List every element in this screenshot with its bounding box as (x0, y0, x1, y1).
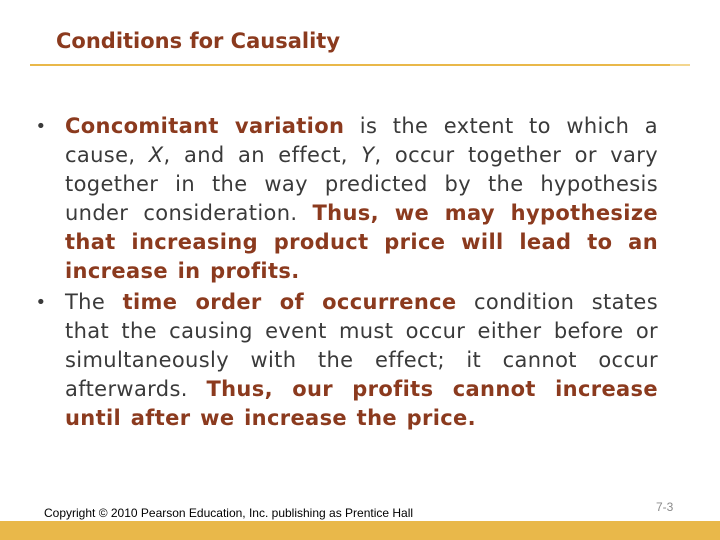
example-text: Thus, our profits cannot increase until after we increase the price. (65, 377, 659, 430)
variable-y: Y (361, 143, 375, 167)
bullet-dot-icon: • (35, 116, 47, 137)
bullet-dot-icon: • (35, 292, 47, 313)
bullet-text: , occur together or vary together in the way predicted by the hypothesis under consideration. (65, 143, 658, 225)
variable-x: X (148, 143, 164, 167)
bullet-text: condition states that the causing event must occur either before or simultaneously with the effect; it cannot occur afterwards. (65, 290, 658, 401)
term-time-order: time order of occurrence (122, 290, 457, 314)
bullet-item (33, 288, 658, 433)
title-underline (30, 64, 670, 66)
bullet-text: The (65, 290, 123, 314)
example-text: Thus, we may hypothesize that increasing product price will lead to an increase in profits. (65, 201, 658, 283)
title-underline-tail (670, 64, 690, 66)
bullet-text: is the extent to which a cause, (65, 114, 658, 167)
term-concomitant-variation: Concomitant variation (65, 114, 345, 138)
slide-title: Conditions for Causality (56, 29, 341, 53)
bullet-text: , and an effect, (163, 143, 362, 167)
bullet-item (33, 112, 658, 286)
bottom-accent-bar (0, 521, 720, 540)
page-number: 7-3 (656, 500, 674, 514)
copyright-footer: Copyright © 2010 Pearson Education, Inc. publishing as Prentice Hall (44, 506, 414, 520)
bullet-list (33, 112, 658, 435)
